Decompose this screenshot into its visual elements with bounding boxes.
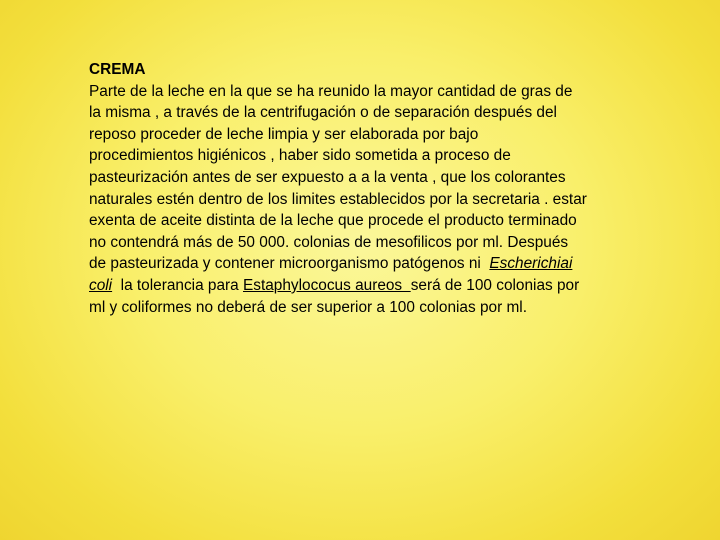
text-line-5: pasteurización antes de ser expuesto a a la venta , que los colorantes	[89, 168, 566, 186]
text-line-10-mid: la tolerancia para	[112, 276, 243, 294]
text-line-11: ml y coliformes no deberá de ser superior a 100 colonias por ml.	[89, 298, 527, 316]
organism-staphylococcus: Estaphylococus aureos	[243, 276, 411, 294]
text-line-4: procedimientos higiénicos , haber sido sometida a proceso de	[89, 147, 511, 165]
organism-escherichia: Escherichiai	[489, 255, 573, 273]
text-line-10	[89, 275, 679, 297]
text-line-9-start: de pasteurizada y contener microorganismo patógenos ni	[89, 255, 490, 273]
text-line-9	[89, 253, 679, 275]
text-line-1: Parte de la leche en la que se ha reunido la mayor cantidad de gras de	[89, 82, 573, 100]
crema-text-block	[89, 59, 679, 318]
organism-coli: coli	[89, 276, 113, 294]
text-line-8: no contendrá más de 50 000. colonias de mesofilicos por ml. Después	[89, 233, 569, 251]
text-line-10-end: será de 100 colonias por	[410, 276, 580, 294]
text-line-2: la misma , a través de la centrifugación o de separación después del	[89, 104, 557, 122]
text-line-6: naturales estén dentro de los limites establecidos por la secretaria . estar	[89, 190, 587, 208]
text-line-7: exenta de aceite distinta de la leche que procede el producto terminado	[89, 212, 577, 230]
text-line-3: reposo proceder de leche limpia y ser elaborada por bajo	[89, 125, 479, 143]
slide-title: CREMA	[89, 61, 146, 78]
